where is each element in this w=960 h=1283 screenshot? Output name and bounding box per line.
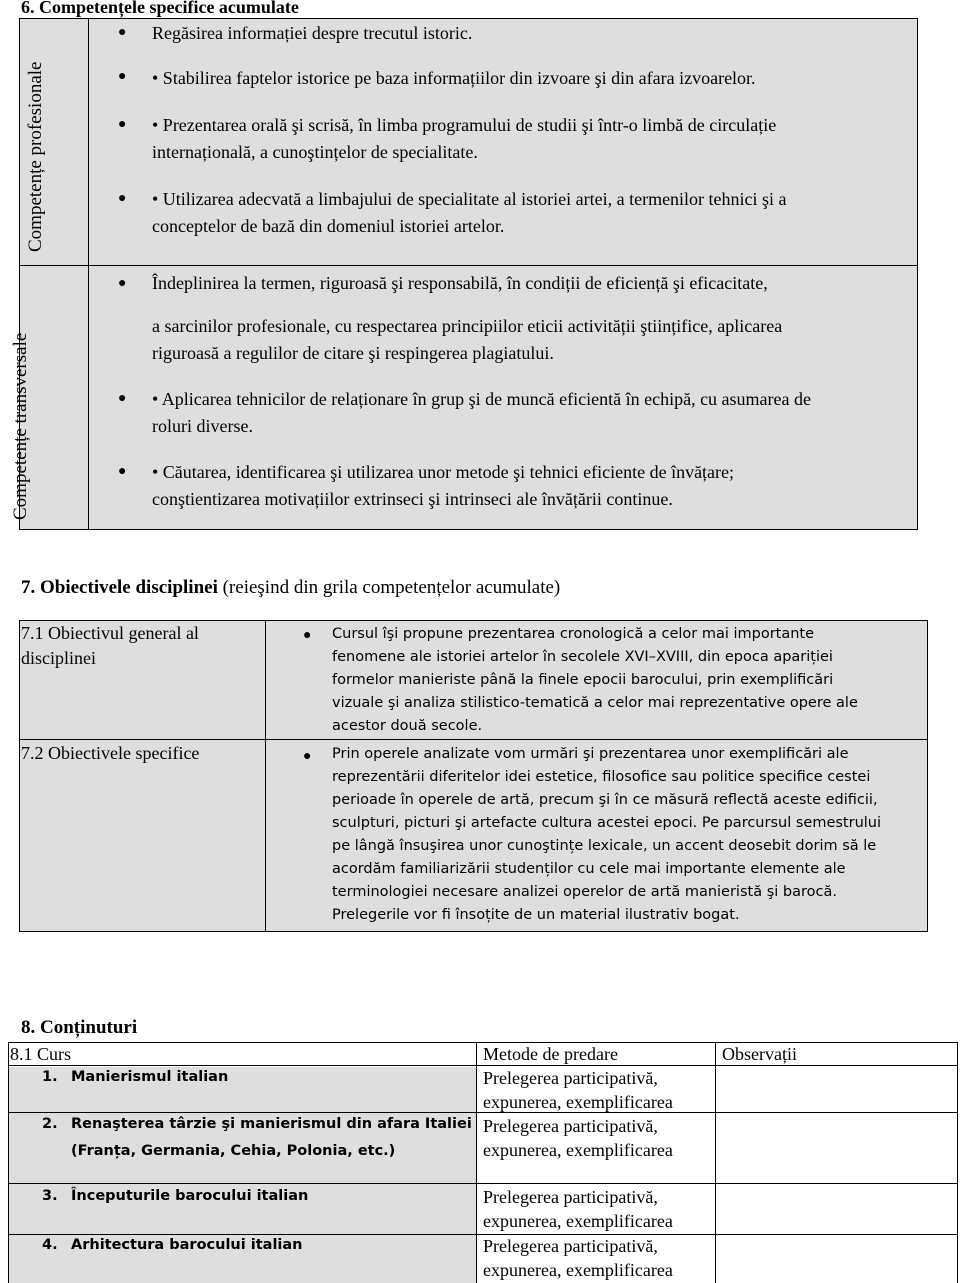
course-title: Manierismul italian xyxy=(71,1069,229,1085)
col-header-curs: 8.1 Curs xyxy=(10,1044,72,1064)
course-method: Prelegerea participativă, xyxy=(483,1068,658,1088)
transversal-item-2-cont: roluri diverse. xyxy=(152,416,253,436)
section-7-heading-rest: (reieşind din grila competențelor acumulate) xyxy=(217,577,561,598)
transversal-item-1-cont: a sarcinilor profesionale, cu respectarea principiilor eticii activității ştiințifice, aplicarea xyxy=(152,316,783,336)
bullet-icon: ● xyxy=(118,25,127,40)
course-title: Începuturile barocului italian xyxy=(71,1188,309,1204)
bullet-icon: ● xyxy=(118,69,127,84)
section-8-heading: 8. Conținuturi xyxy=(21,1017,138,1038)
professional-item-3-cont: internațională, a cunoştințelor de specialitate. xyxy=(152,142,478,162)
transversal-item-3-cont: conştientizarea motivațiilor extrinseci şi intrinseci ale învățării continue. xyxy=(152,489,673,509)
col-divider xyxy=(476,1042,477,1283)
course-method-cont: expunerea, exemplificarea xyxy=(483,1092,673,1112)
section-7-heading-bold: 7. Obiectivele disciplinei xyxy=(21,577,218,598)
general-objective-line: vizuale şi analiza stilistico-tematică a celor mai reprezentative opere ale xyxy=(332,695,858,711)
course-method: Prelegerea participativă, xyxy=(483,1116,658,1136)
objectives-col-divider xyxy=(265,620,266,932)
general-objective-label-2: disciplinei xyxy=(21,648,96,668)
professional-item-1: Regăsirea informației despre trecutul istoric. xyxy=(152,23,473,43)
general-objective-line: Cursul îşi propune prezentarea cronologică a celor mai importante xyxy=(332,626,815,642)
course-title-cont: (Franța, Germania, Cehia, Polonia, etc.) xyxy=(71,1143,396,1159)
specific-objective-line: perioade în operele de artă, precum şi în ce măsură reflectă aceste edificii, xyxy=(332,792,878,808)
transversal-item-3: • Căutarea, identificarea şi utilizarea unor metode şi tehnici eficiente de învățare; xyxy=(152,462,735,482)
course-number: 1. xyxy=(42,1069,58,1085)
professional-item-3: • Prezentarea orală şi scrisă, în limba programului de studii şi într-o limbă de circulație xyxy=(152,115,777,135)
course-method-cont: expunerea, exemplificarea xyxy=(483,1211,673,1231)
right-border xyxy=(957,1042,958,1283)
course-method-cont: expunerea, exemplificarea xyxy=(483,1140,673,1160)
course-title: Arhitectura barocului italian xyxy=(71,1237,303,1253)
professional-label: Competențe profesionale xyxy=(25,61,46,252)
course-method: Prelegerea participativă, xyxy=(483,1187,658,1207)
specific-objective-line: Prelegerile vor fi însoțite de un material ilustrativ bogat. xyxy=(332,907,740,923)
specific-objective-line: pe lângă însuşirea unor cunoştințe lexicale, un accent deosebit dorim să le xyxy=(332,838,877,854)
specific-objective-line: acordăm familiarizării studenților cu cele mai importante elemente ale xyxy=(332,861,846,877)
bullet-icon: ● xyxy=(118,117,127,132)
bullet-icon: ● xyxy=(303,628,312,643)
professional-item-4-cont: conceptelor de bază din domeniul istoriei artelor. xyxy=(152,216,505,236)
specific-objective-line: Prin operele analizate vom urmări şi prezentarea unor exemplificări ale xyxy=(332,746,849,762)
course-method: Prelegerea participativă, xyxy=(483,1236,658,1256)
transversal-item-1: Îndeplinirea la termen, riguroasă şi responsabilă, în condiții de eficiență şi eficacitate, xyxy=(152,273,768,293)
course-number: 4. xyxy=(42,1237,58,1253)
specific-objective-line: reprezentării diferitelor idei estetice, filosofice sau politice specifice cestei xyxy=(332,769,871,785)
course-number: 3. xyxy=(42,1188,58,1204)
professional-item-2: • Stabilirea faptelor istorice pe baza informațiilor din izvoare şi din afara izvoarelor. xyxy=(152,68,756,88)
section-7-heading xyxy=(21,577,560,599)
general-objective-line: formelor manieriste până la finele epocii barocului, prin exemplificări xyxy=(332,672,834,688)
course-method-cont: expunerea, exemplificarea xyxy=(483,1260,673,1280)
col-header-metode: Metode de predare xyxy=(483,1044,618,1064)
bullet-icon: ● xyxy=(118,464,127,479)
col-header-observatii: Observații xyxy=(722,1044,797,1064)
general-objective-line: fenomene ale istoriei artelor în secolele XVI–XVIII, din epoca apariției xyxy=(332,649,833,665)
transversal-label: Competențe transversale xyxy=(10,332,31,520)
bullet-icon: ● xyxy=(118,191,127,206)
section-6-heading: 6. Competențele specifice acumulate xyxy=(21,0,299,17)
professional-item-4: • Utilizarea adecvată a limbajului de specialitate al istoriei artei, a termenilor tehnici şi a xyxy=(152,189,787,209)
bullet-icon: ● xyxy=(303,749,312,764)
general-objective-label: 7.1 Obiectivul general al xyxy=(21,623,199,643)
specific-objective-line: terminologiei necesare analizei operelor de artă manieristă şi barocă. xyxy=(332,884,837,900)
transversal-item-1-cont: riguroasă a regulilor de citare şi respingerea plagiatului. xyxy=(152,343,554,363)
col-divider xyxy=(715,1042,716,1283)
objectives-row-divider xyxy=(19,739,928,740)
bullet-icon: ● xyxy=(118,391,127,406)
transversal-item-2: • Aplicarea tehnicilor de relaționare în grup şi de muncă eficientă în echipă, cu asumarea de xyxy=(152,389,812,409)
course-number: 2. xyxy=(42,1116,58,1132)
bullet-icon: ● xyxy=(118,276,127,291)
general-objective-line: acestor două secole. xyxy=(332,718,483,734)
course-title: Renaşterea târzie şi manierismul din afara Italiei xyxy=(71,1116,472,1132)
specific-objective-line: sculpturi, picturi şi artefacte cultura acestei epoci. Pe parcursul semestrului xyxy=(332,815,882,831)
specific-objectives-label: 7.2 Obiectivele specifice xyxy=(21,743,200,763)
